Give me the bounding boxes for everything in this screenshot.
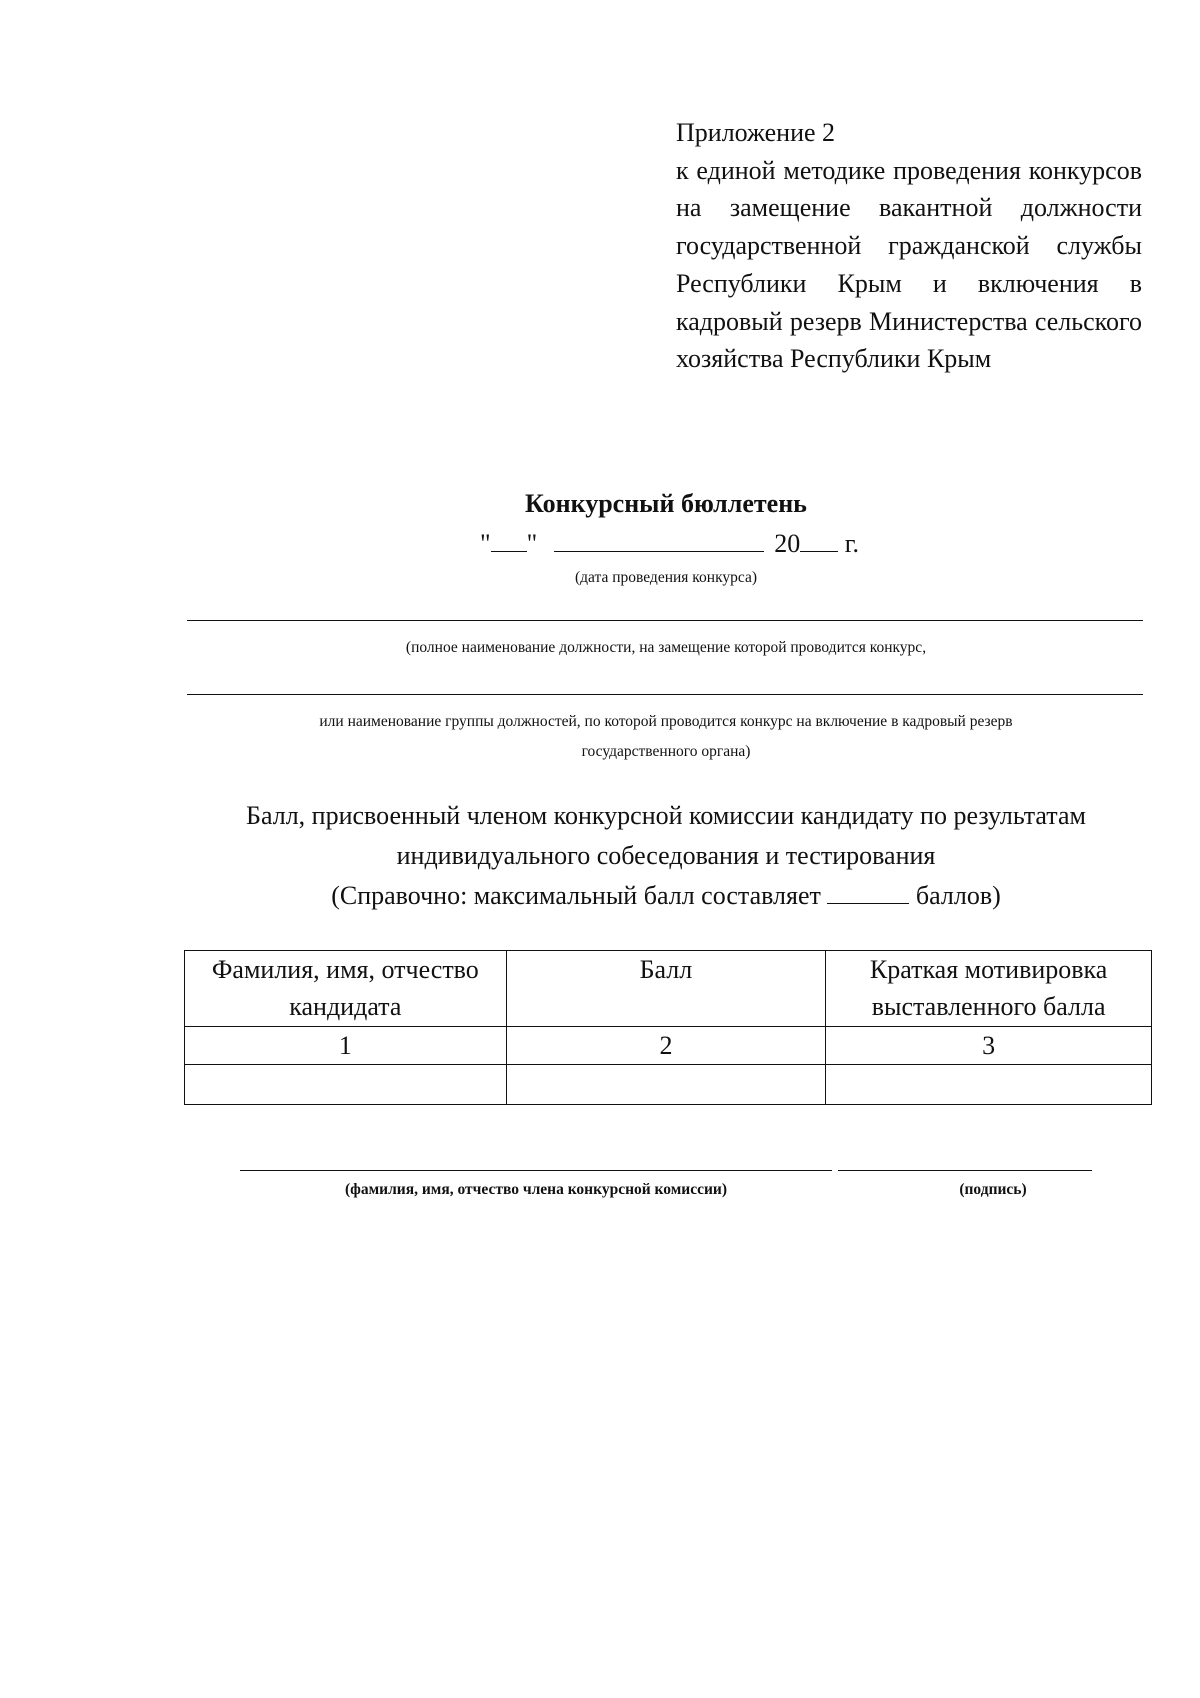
header-candidate-name: Фамилия, имя, отчество кандидата (185, 951, 507, 1027)
position-caption: (полное наименование должности, на замещение которой проводится конкурс, (405, 639, 927, 656)
appendix-title: Приложение 2 (676, 118, 836, 147)
appendix-block (676, 114, 1142, 378)
group-caption-line2: государственного органа) (581, 743, 751, 760)
group-caption-line1: или наименование группы должностей, по которой проводится конкурс на включение в кадровый резерв (319, 713, 1013, 730)
max-score-blank[interactable] (827, 877, 909, 904)
motivation-cell[interactable] (826, 1065, 1152, 1105)
member-name-line[interactable] (240, 1170, 832, 1171)
header-motivation: Краткая мотивировка выставленного балла (826, 951, 1152, 1027)
candidate-name-cell[interactable] (185, 1065, 507, 1105)
column-number: 3 (826, 1027, 1152, 1065)
date-quote-close: " (526, 529, 538, 558)
ballot-heading: Конкурсный бюллетень (525, 489, 807, 518)
max-score-prefix: (Справочно: максимальный балл составляет (331, 881, 821, 910)
column-number: 2 (506, 1027, 826, 1065)
date-line (480, 525, 859, 560)
score-table (184, 950, 1152, 1105)
signature-caption: (подпись) (959, 1181, 1027, 1198)
table-header-row (185, 951, 1152, 1027)
score-line-1: Балл, присвоенный членом конкурсной комиссии кандидату по результатам (246, 801, 1086, 830)
score-cell[interactable] (506, 1065, 826, 1105)
column-number: 1 (185, 1027, 507, 1065)
month-blank[interactable] (554, 525, 764, 552)
year-suffix: г. (844, 529, 859, 558)
appendix-text: к единой методике проведения конкурсов на замещение вакантной должности государственной гражданской службы Республики Крым и включения в кадровый резерв Министерства сельского хозяйства Республики Крым (676, 155, 1142, 374)
date-quote-open: " (480, 529, 491, 558)
header-score: Балл (506, 951, 826, 1027)
table-row (185, 1065, 1152, 1105)
year-prefix: 20 (774, 529, 801, 558)
table-number-row (185, 1027, 1152, 1065)
date-caption: (дата проведения конкурса) (574, 569, 757, 586)
signature-line[interactable] (838, 1170, 1092, 1171)
group-line[interactable] (187, 694, 1143, 695)
day-blank[interactable] (491, 525, 527, 552)
max-score-suffix: баллов) (915, 881, 1001, 910)
score-line-3 (0, 876, 1200, 916)
member-name-caption: (фамилия, имя, отчество члена конкурсной комиссии) (344, 1181, 728, 1198)
year-blank[interactable] (800, 525, 838, 552)
position-line[interactable] (187, 620, 1143, 621)
score-line-2: индивидуального собеседования и тестирования (396, 841, 936, 870)
